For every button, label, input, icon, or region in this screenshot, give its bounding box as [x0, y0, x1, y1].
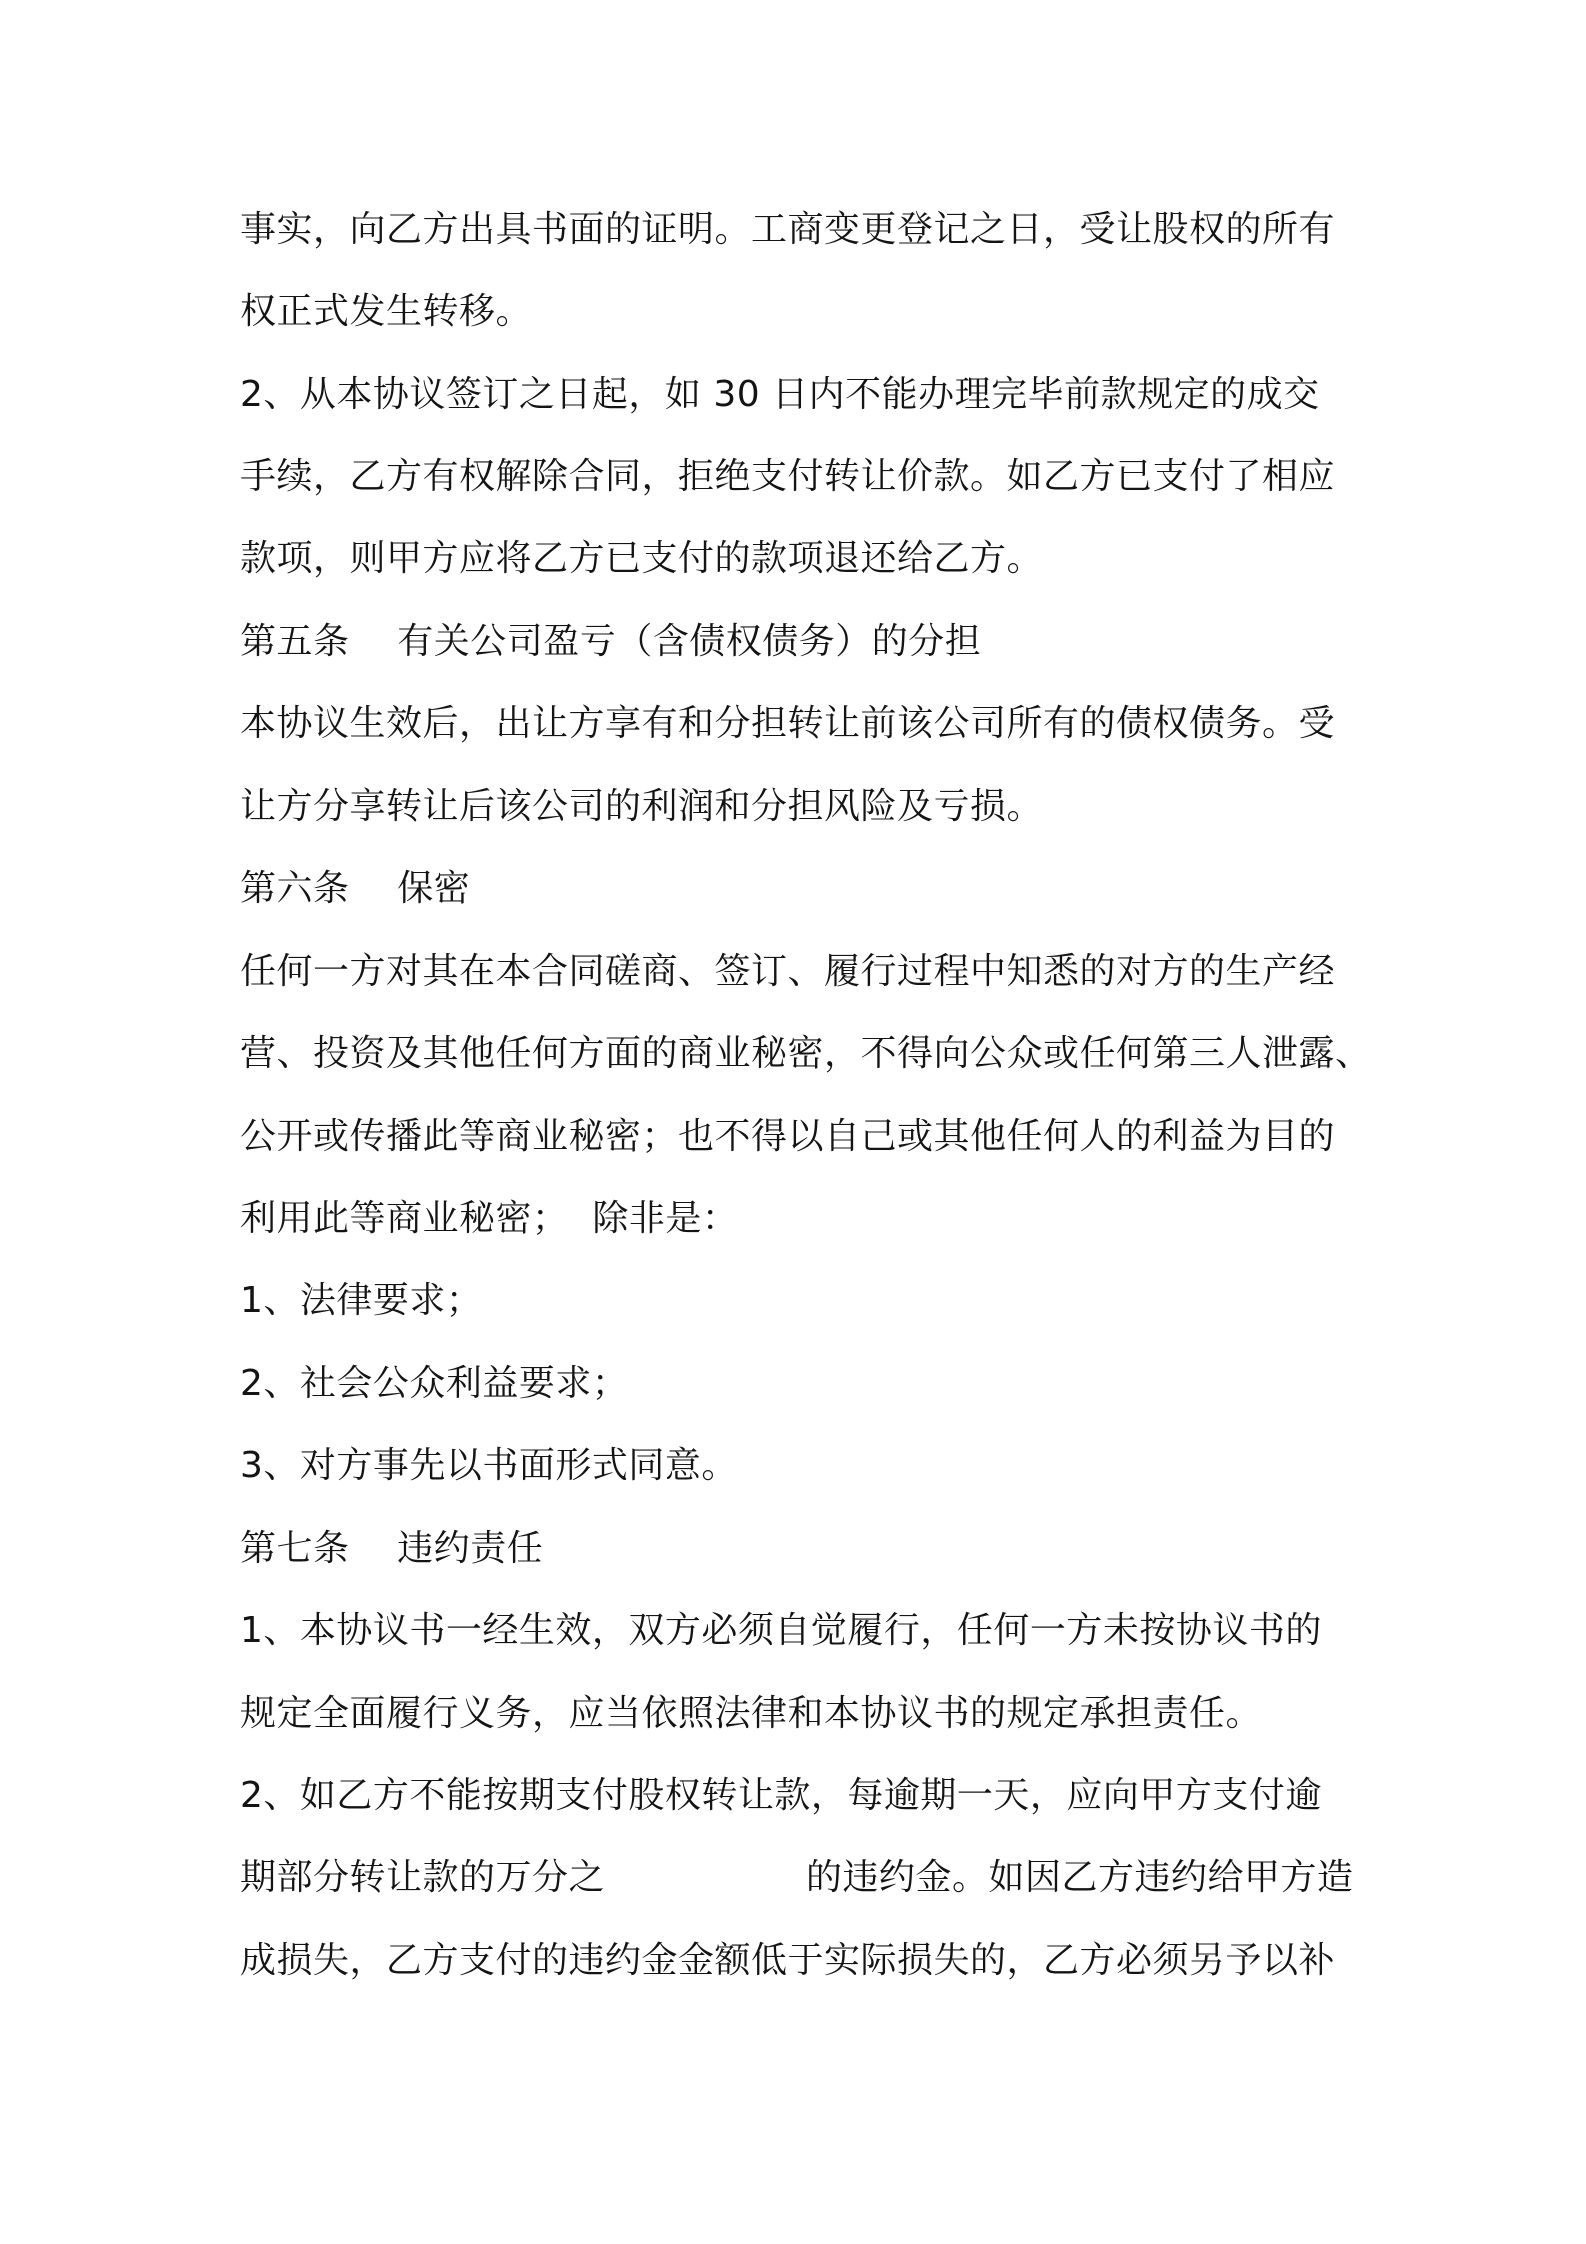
- text-line: 权正式发生转移。: [240, 291, 533, 332]
- text-line: 手续，乙方有权解除合同，拒绝支付转让价款。如乙方已支付了相应: [240, 456, 1336, 497]
- text-line: 营、投资及其他任何方面的商业秘密，不得向公众或任何第三人泄露、: [240, 1033, 1372, 1074]
- text-line: 利用此等商业秘密； 除非是：: [240, 1198, 739, 1239]
- text-line: 2、从本协议签订之日起，如 30 日内不能办理完毕前款规定的成交: [240, 374, 1320, 415]
- text-line: 1、本协议书一经生效，双方必须自觉履行，任何一方未按协议书的: [240, 1610, 1322, 1651]
- text-line: 让方分享转让后该公司的利润和分担风险及亏损。: [240, 786, 1044, 827]
- text-line-part: 的违约金。如因乙方违约给甲方造: [806, 1857, 1354, 1898]
- list-item: 3、对方事先以书面形式同意。: [240, 1445, 738, 1486]
- list-item: 1、法律要求；: [240, 1280, 483, 1321]
- text-line: 公开或传播此等商业秘密；也不得以自己或其他任何人的利益为目的: [240, 1116, 1336, 1157]
- section-heading: 第六条 保密: [240, 868, 471, 909]
- text-line: 事实，向乙方出具书面的证明。工商变更登记之日，受让股权的所有: [240, 209, 1336, 250]
- text-line-part: 期部分转让款的万分之: [240, 1857, 606, 1898]
- text-line: 本协议生效后，出让方享有和分担转让前该公司所有的债权债务。受: [240, 703, 1336, 744]
- blank-fill-space: [618, 1856, 804, 1900]
- text-line: 规定全面履行义务，应当依照法律和本协议书的规定承担责任。: [240, 1693, 1263, 1734]
- list-item: 2、社会公众利益要求；: [240, 1363, 629, 1404]
- text-line: 2、如乙方不能按期支付股权转让款，每逾期一天，应向甲方支付逾: [240, 1775, 1322, 1816]
- section-heading: 第五条 有关公司盈亏（含债权债务）的分担: [240, 621, 982, 662]
- text-line: 款项，则甲方应将乙方已支付的款项退还给乙方。: [240, 538, 1044, 579]
- text-line: 任何一方对其在本合同磋商、签订、履行过程中知悉的对方的生产经: [240, 951, 1336, 992]
- section-heading: 第七条 违约责任: [240, 1528, 544, 1569]
- text-line: 成损失，乙方支付的违约金金额低于实际损失的，乙方必须另予以补: [240, 1940, 1336, 1981]
